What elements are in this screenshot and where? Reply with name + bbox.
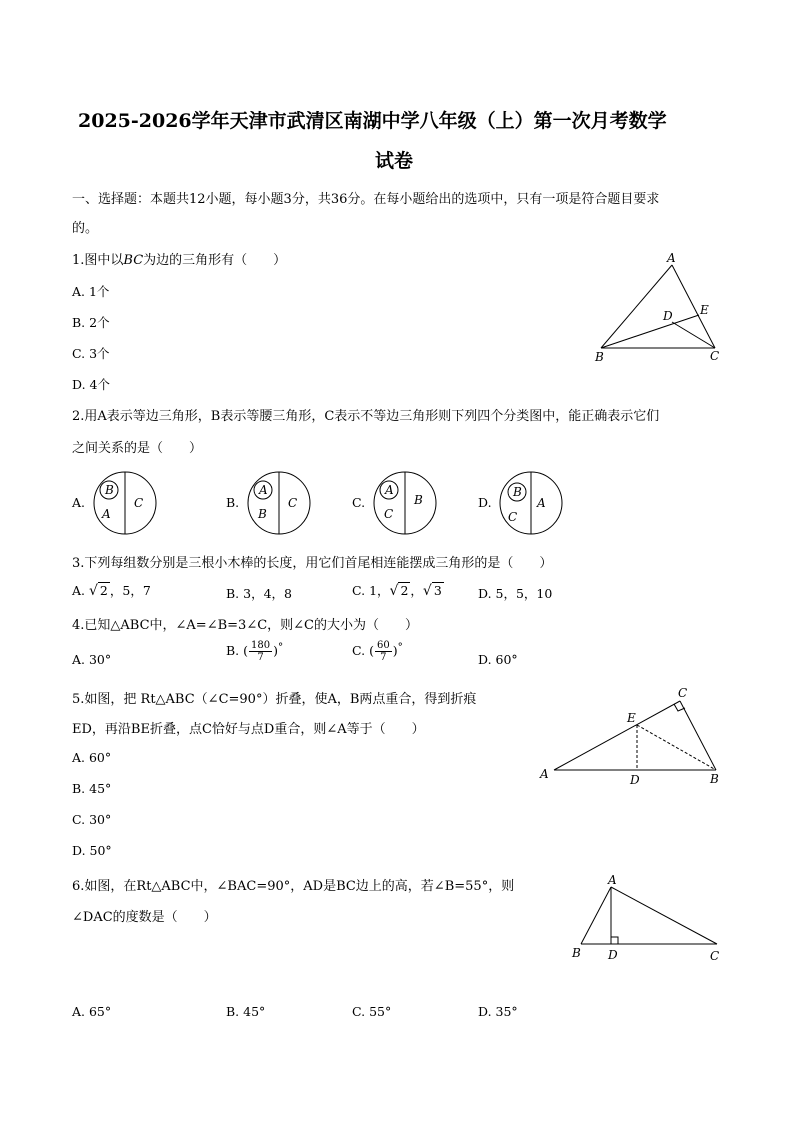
- q6-label-c: C: [710, 949, 720, 963]
- q2-option-b-diagram[interactable]: [245, 470, 317, 536]
- q2-option-c-diagram[interactable]: [371, 470, 443, 536]
- q1-label-b: B: [595, 350, 604, 364]
- q3-option-d[interactable]: D. 5，5，10: [478, 586, 553, 601]
- q4-stem: 4.已知△ABC中，∠A=∠B=3∠C，则∠C的大小为（ ）: [72, 618, 418, 633]
- q5-label-b: B: [710, 772, 719, 786]
- q3-c-radicand-2: 3: [433, 583, 442, 598]
- q1-stem-text-b: 为边的三角形有（ ）: [143, 253, 287, 268]
- q1-label-d: D: [663, 309, 673, 323]
- q6-stem-line1: 6.如图，在Rt△ABC中，∠BAC=90°，AD是BC边上的高，若∠B=55°，则: [72, 879, 515, 894]
- q4-c-paren-open: (: [369, 643, 374, 658]
- q5-option-b[interactable]: B. 45°: [72, 781, 112, 796]
- q4-b-paren-open: (: [243, 643, 249, 658]
- q6-right-angle-mark: [611, 937, 618, 944]
- q1-label-e: E: [700, 303, 709, 317]
- q6-option-c[interactable]: C. 55°: [352, 1004, 392, 1019]
- q4-b-fraction: [249, 640, 272, 663]
- q2-c-small: A: [385, 483, 394, 497]
- q2-stem-line1: 2.用A表示等边三角形，B表示等腰三角形，C表示不等边三角形则下列四个分类图中，能正确表示它们: [72, 409, 660, 424]
- q6-label-b: B: [572, 946, 581, 960]
- q4-b-numerator: 180: [251, 640, 271, 651]
- q4-c-label: C.: [352, 643, 366, 658]
- q2-b-bottom: B: [258, 507, 267, 521]
- q5-stem-line2: ED，再沿BE折叠，点C恰好与点D重合，则∠A等于（ ）: [72, 722, 425, 737]
- q4-c-numerator: 60: [376, 640, 390, 651]
- q1-stem: [72, 249, 286, 268]
- q4-b-denominator: 7: [257, 652, 264, 663]
- q5-option-d[interactable]: D. 50°: [72, 843, 112, 858]
- q5-option-a[interactable]: A. 60°: [72, 750, 112, 765]
- q4-c-paren-close: ): [392, 643, 398, 658]
- radical-sign-icon: √: [389, 583, 399, 599]
- q2-option-c-label[interactable]: C.: [352, 495, 366, 510]
- q2-d-bottom: C: [508, 510, 518, 524]
- q2-option-a-label[interactable]: A.: [72, 495, 86, 510]
- q5-side-ac: [554, 701, 680, 770]
- q3-option-b[interactable]: B. 3，4，8: [226, 586, 292, 601]
- q5-label-e: E: [627, 711, 636, 725]
- q1-option-c[interactable]: C. 3个: [72, 346, 110, 361]
- q6-label-d: D: [608, 948, 618, 962]
- q5-label-c: C: [678, 686, 688, 700]
- q4-c-fraction: [375, 640, 392, 663]
- q5-label-a: A: [540, 767, 549, 781]
- q1-stem-var: BC: [123, 253, 144, 268]
- q6-option-a[interactable]: A. 65°: [72, 1004, 112, 1019]
- q5-option-c[interactable]: C. 30°: [72, 812, 112, 827]
- q1-option-b[interactable]: B. 2个: [72, 315, 110, 330]
- q3-stem: 3.下列每组数分别是三根小木棒的长度，用它们首尾相连能摆成三角形的是（ ）: [72, 556, 553, 571]
- radical-sign-icon: √: [89, 583, 98, 599]
- section-header-line1: 一、选择题：本题共12小题，每小题3分，共36分。在每小题给出的选项中，只有一项是符合题目要求: [72, 192, 660, 207]
- q4-b-paren-close: ): [273, 643, 279, 658]
- q2-option-d-diagram[interactable]: [497, 470, 569, 536]
- q1-label-a: A: [667, 251, 676, 265]
- q2-stem-line2: 之间关系的是（ ）: [72, 441, 203, 456]
- q3-c-sep: ，: [410, 583, 423, 598]
- paper-title-line1: 2025-2026学年天津市武清区南湖中学八年级（上）第一次月考数学: [78, 110, 667, 132]
- q3-a-rest: ，5，7: [109, 583, 151, 598]
- q4-option-a[interactable]: A. 30°: [72, 652, 112, 667]
- q2-a-small: B: [105, 483, 114, 497]
- q4-c-degree: °: [397, 640, 403, 653]
- q5-label-d: D: [630, 773, 640, 787]
- q4-c-denominator: 7: [380, 652, 387, 663]
- q4-option-b[interactable]: [226, 640, 283, 663]
- q6-stem-line2: ∠DAC的度数是（ ）: [72, 910, 217, 925]
- q6-figure: [568, 870, 728, 966]
- q4-b-label: B.: [226, 643, 240, 658]
- q4-option-d[interactable]: D. 60°: [478, 652, 518, 667]
- q1-label-c: C: [710, 349, 720, 363]
- q2-option-d-label[interactable]: D.: [478, 495, 492, 510]
- q3-option-c[interactable]: [352, 581, 444, 599]
- q6-label-a: A: [608, 873, 617, 887]
- q6-option-d[interactable]: D. 35°: [478, 1004, 518, 1019]
- q2-a-bottom: A: [102, 507, 111, 521]
- q6-side-ab: [581, 887, 611, 944]
- q2-a-right: C: [134, 496, 144, 510]
- q1-figure: [590, 248, 725, 368]
- q2-c-right: B: [414, 493, 423, 507]
- q2-c-bottom: C: [384, 507, 394, 521]
- q2-d-right: A: [537, 496, 546, 510]
- q1-stem-text-a: 1.图中以: [72, 253, 124, 268]
- q3-a-radicand: 2: [99, 583, 108, 598]
- q1-option-d[interactable]: D. 4个: [72, 377, 110, 392]
- q5-figure: [535, 684, 727, 790]
- q4-option-c[interactable]: [352, 640, 403, 663]
- section-header-line2: 的。: [72, 221, 99, 236]
- q2-option-b-label[interactable]: B.: [226, 495, 240, 510]
- paper-title-line2: 试卷: [375, 150, 414, 172]
- radical-sign-icon: √: [422, 583, 432, 599]
- q3-option-a[interactable]: [72, 581, 151, 599]
- q2-b-small: A: [259, 483, 268, 497]
- q2-d-small: B: [513, 485, 522, 499]
- q4-b-degree: °: [278, 640, 284, 653]
- q3-a-label: A.: [72, 583, 86, 598]
- q6-side-ac: [611, 887, 717, 944]
- q6-option-b[interactable]: B. 45°: [226, 1004, 266, 1019]
- q2-option-a-diagram[interactable]: [91, 470, 163, 536]
- q3-c-radicand-1: 2: [400, 583, 409, 598]
- q2-b-right: C: [288, 496, 298, 510]
- q3-c-label: C. 1，: [352, 583, 390, 598]
- q5-stem-line1: 5.如图，把 Rt△ABC（∠C=90°）折叠，使A，B两点重合，得到折痕: [72, 692, 477, 707]
- q1-option-a[interactable]: A. 1个: [72, 284, 110, 299]
